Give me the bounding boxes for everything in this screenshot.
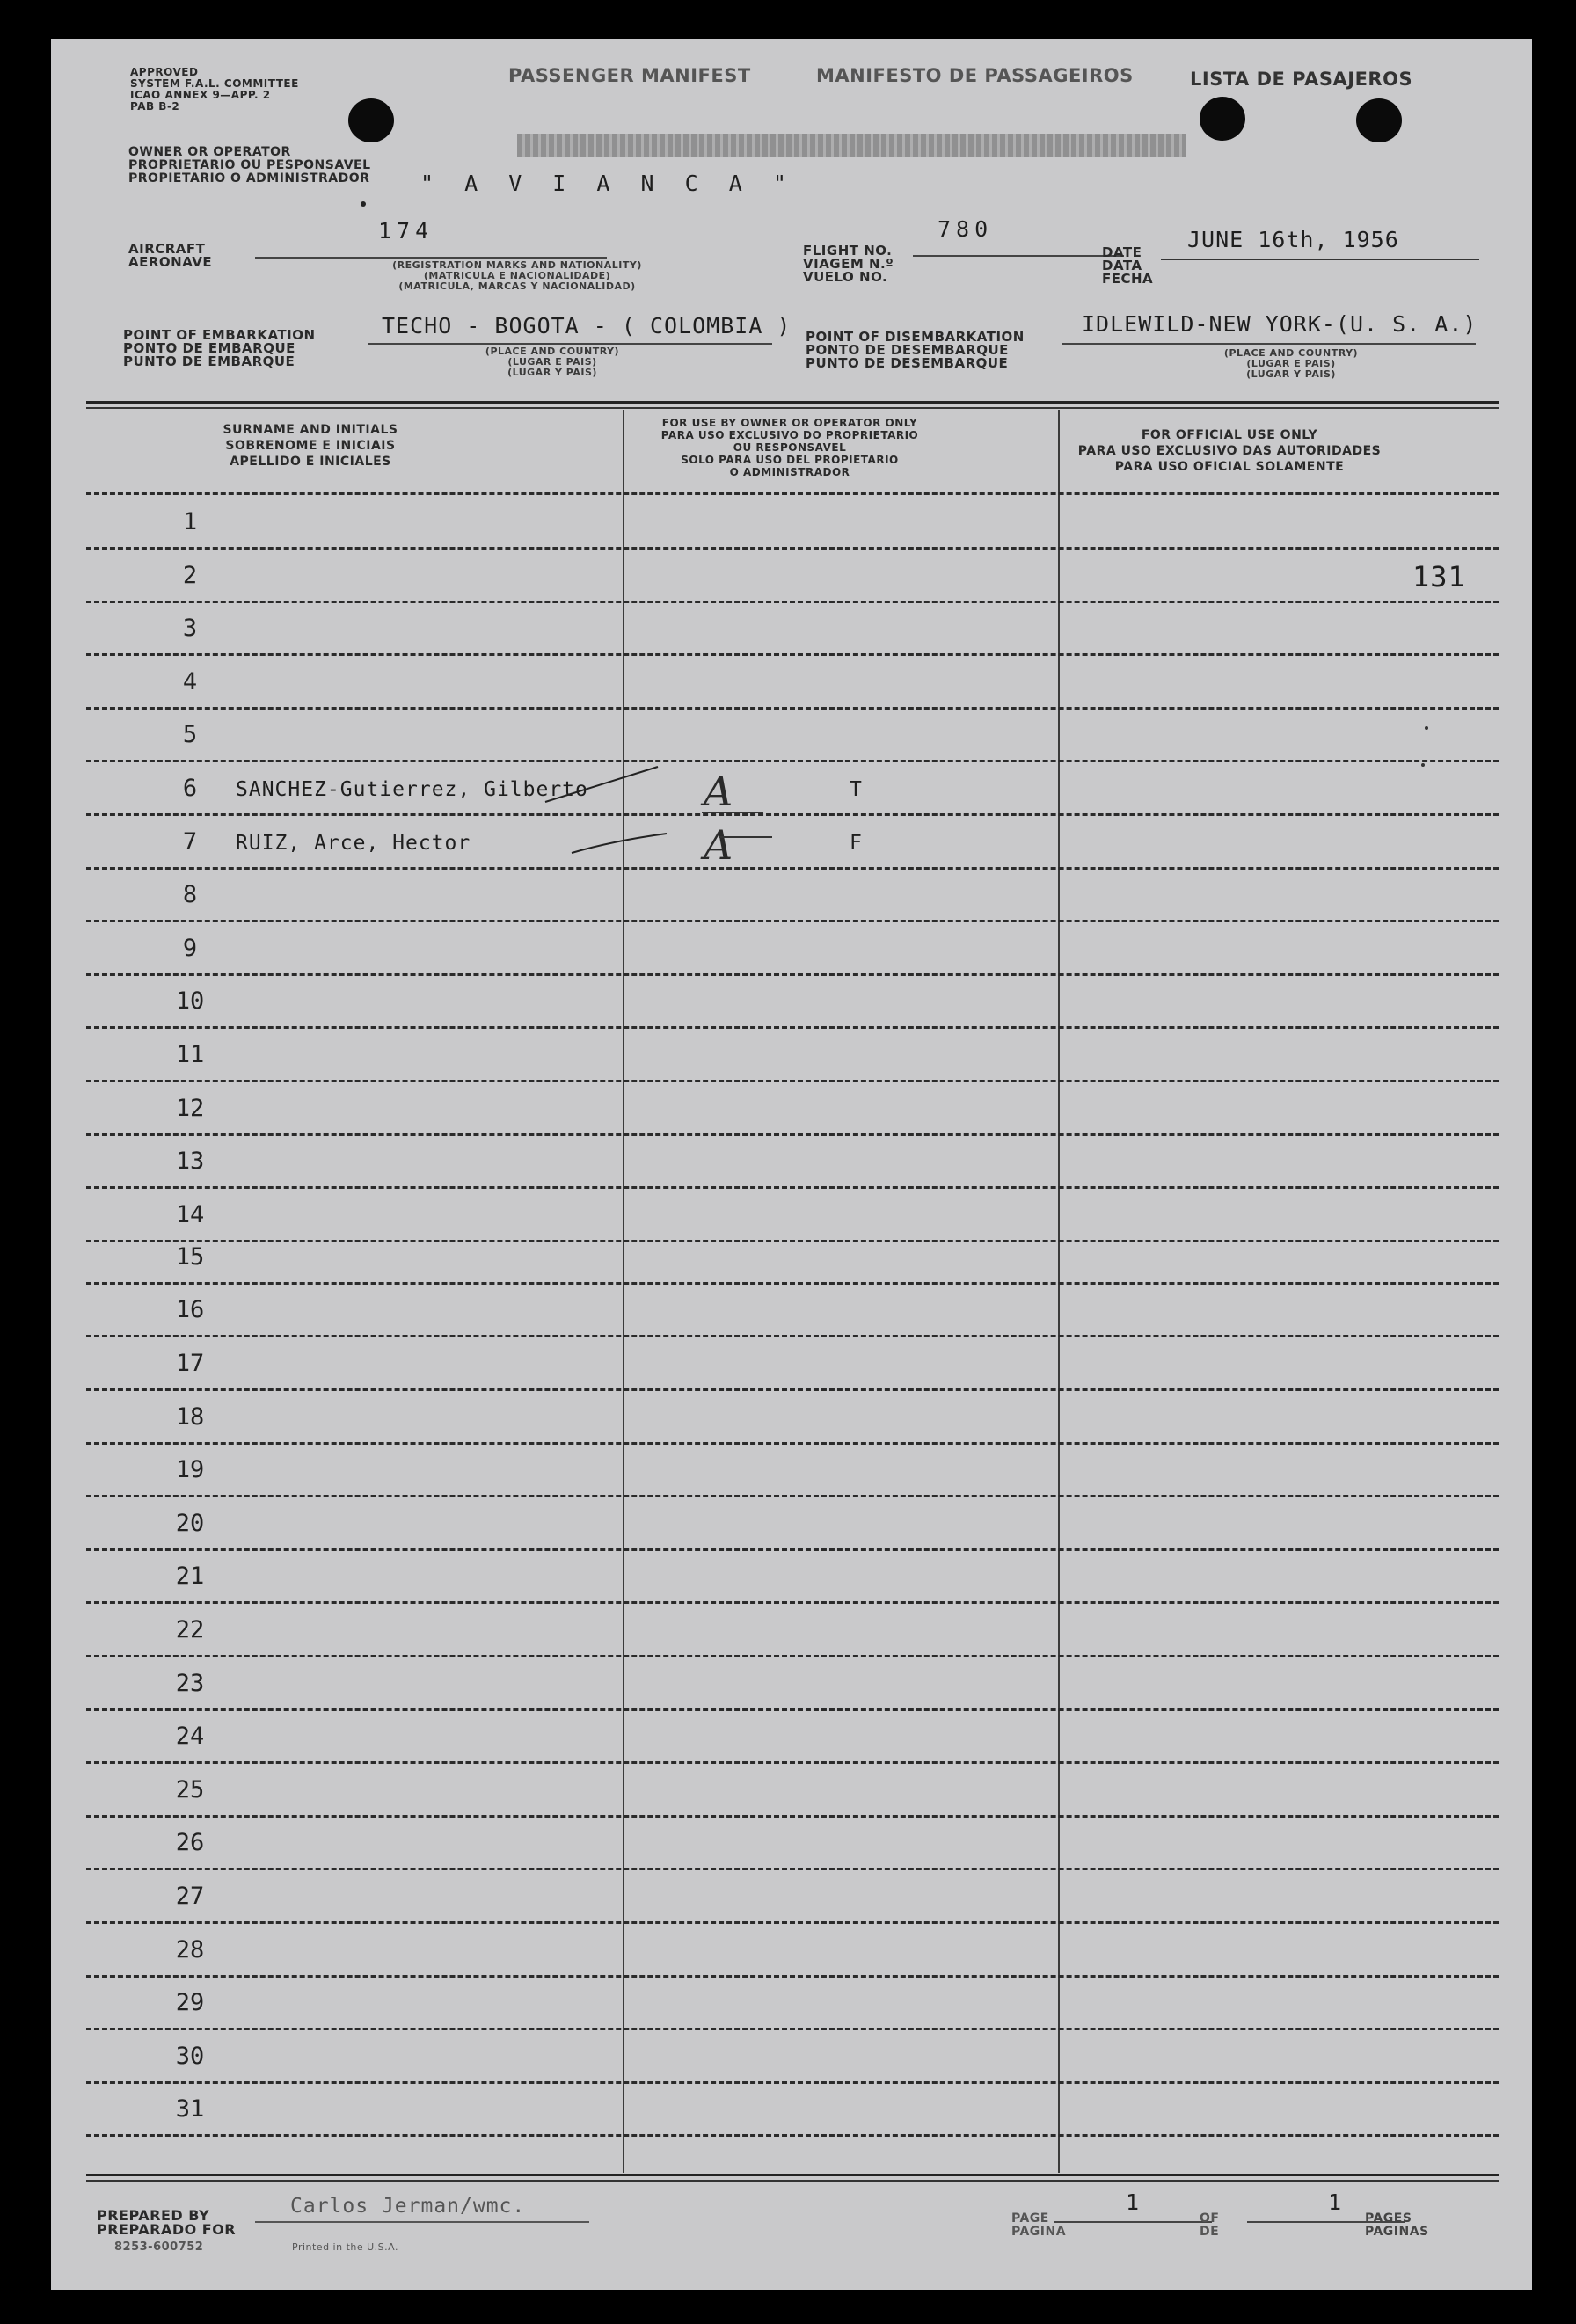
aircraft-value: 174 <box>378 218 434 244</box>
date-value: JUNE 16th, 1956 <box>1187 227 1399 252</box>
form-approval-info: APPROVED SYSTEM F.A.L. COMMITTEE ICAO ANNEX 9—APP. 2 PAB B-2 <box>130 66 299 113</box>
owner-code: T <box>850 778 863 801</box>
row-number: 13 <box>175 1147 205 1176</box>
row-number: 31 <box>175 2095 205 2124</box>
passenger-name: SANCHEZ-Gutierrez, Gilberto <box>236 778 588 801</box>
official-entry: 131 <box>1412 559 1466 594</box>
passenger-name: RUIZ, Arce, Hector <box>236 831 471 855</box>
handwriting-overlay <box>51 39 1532 2290</box>
row-number: 14 <box>175 1200 205 1228</box>
row-number: 22 <box>175 1616 205 1643</box>
row-number: 1 <box>182 508 198 535</box>
row-number: 23 <box>175 1669 205 1697</box>
row-number: 3 <box>182 615 198 643</box>
embarkation-label: POINT OF EMBARKATION PONTO DE EMBARQUE PUNTO DE EMBARQUE <box>123 327 316 369</box>
of-label: OF DE <box>1200 2211 1220 2239</box>
owner-handwritten-mark: A <box>704 820 734 869</box>
row-number: 17 <box>175 1350 205 1377</box>
aircraft-label: AIRCRAFT AERONAVE <box>128 241 213 270</box>
manifest-sheet <box>51 39 1532 2290</box>
flight-value: 780 <box>938 216 994 242</box>
row-number: 2 <box>182 561 198 589</box>
form-number: 8253-600752 <box>114 2240 204 2254</box>
page-value: 1 <box>1126 2189 1141 2215</box>
disembarkation-value: IDLEWILD-NEW YORK-(U. S. A.) <box>1082 311 1478 337</box>
column-header-owner-use: FOR USE BY OWNER OR OPERATOR ONLY PARA USO EXCLUSIVO DO PROPRIETARIO OU RESPONSAVEL SOLO PARA USO DEL PROPIETARIO O ADMINISTRADOR <box>660 417 919 478</box>
of-value: 1 <box>1328 2189 1343 2215</box>
flight-label: FLIGHT NO. VIAGEM N.º VUELO NO. <box>803 243 894 285</box>
column-header-official-use: FOR OFFICIAL USE ONLY PARA USO EXCLUSIVO DAS AUTORIDADES PARA USO OFICIAL SOLAMENTE <box>1077 428 1382 474</box>
embarkation-value: TECHO - BOGOTA - ( COLOMBIA ) <box>382 313 792 339</box>
aircraft-sublabel: (REGISTRATION MARKS AND NATIONALITY) (MATRICULA E NACIONALIDADE) (MATRICULA, MARCAS Y NACIONALIDAD) <box>392 259 642 292</box>
row-number: 4 <box>182 667 198 696</box>
ink-dot <box>361 201 366 207</box>
owner-label: OWNER OR OPERATOR PROPRIETARIO OU PESPONSAVEL PROPIETARIO O ADMINISTRADOR <box>128 145 371 186</box>
disembarkation-sublabel: (PLACE AND COUNTRY) (LUGAR E PAIS) (LUGAR Y PAIS) <box>1223 347 1359 380</box>
row-number: 9 <box>182 934 198 962</box>
row-number: 24 <box>175 1723 205 1751</box>
row-number: 26 <box>175 1829 205 1857</box>
row-number: 11 <box>175 1041 205 1068</box>
strike-mark <box>545 767 658 802</box>
owner-code: F <box>850 831 863 855</box>
title-english: PASSENGER MANIFEST <box>508 65 751 86</box>
date-label: DATE DATA FECHA <box>1102 244 1154 287</box>
row-number: 30 <box>175 2042 205 2070</box>
row-number: 27 <box>175 1883 205 1910</box>
row-number: 18 <box>175 1402 205 1431</box>
prepared-by-label: PREPARED BY PREPARADO FOR <box>97 2207 237 2238</box>
row-number: 20 <box>175 1509 205 1537</box>
owner-handwritten-mark: A <box>704 768 734 815</box>
disembarkation-label: POINT OF DISEMBARKATION PONTO DE DESEMBARQUE PUNTO DE DESEMBARQUE <box>806 329 1025 371</box>
row-number: 29 <box>175 1989 205 2017</box>
row-number: 8 <box>182 881 198 909</box>
row-number: 15 <box>175 1242 205 1271</box>
ink-dot <box>1421 763 1425 767</box>
row-number: 28 <box>175 1935 205 1963</box>
pages-label: PAGES PAGINAS <box>1365 2211 1429 2239</box>
printed-note: Printed in the U.S.A. <box>292 2241 398 2253</box>
owner-value: " A V I A N C A " <box>420 171 795 196</box>
row-number: 7 <box>182 827 198 856</box>
column-header-surname: SURNAME AND INITIALS SOBRENOME E INICIAIS APELLIDO E INICIALES <box>223 423 398 469</box>
title-spanish: LISTA DE PASAJEROS <box>1190 69 1413 90</box>
row-number: 10 <box>175 987 205 1016</box>
row-number: 6 <box>182 775 198 802</box>
embarkation-sublabel: (PLACE AND COUNTRY) (LUGAR E PAIS) (LUGAR Y PAIS) <box>485 346 620 378</box>
row-number: 25 <box>175 1775 205 1803</box>
page-label: PAGE PAGINA <box>1011 2211 1067 2239</box>
row-number: 16 <box>175 1296 205 1324</box>
row-number: 19 <box>175 1456 205 1484</box>
title-portuguese: MANIFESTO DE PASSAGEIROS <box>816 65 1134 86</box>
row-number: 5 <box>182 721 198 749</box>
strike-mark <box>572 834 667 853</box>
prepared-by-value: Carlos Jerman/wmc. <box>290 2195 526 2218</box>
row-number: 21 <box>175 1563 205 1591</box>
ink-dot <box>1425 726 1428 730</box>
row-number: 12 <box>175 1094 205 1122</box>
